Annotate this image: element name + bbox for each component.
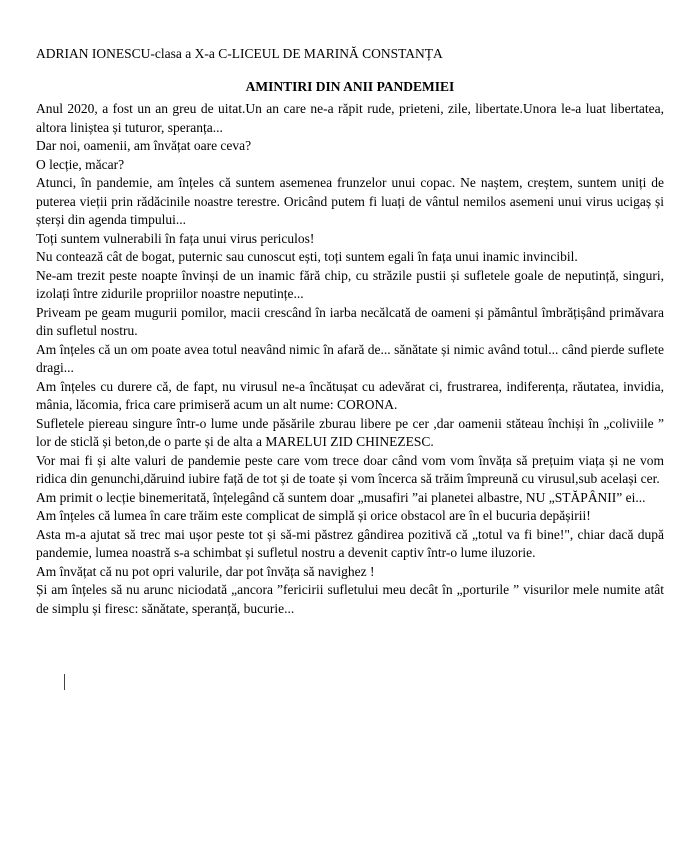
paragraph[interactable]: Priveam pe geam mugurii pomilor, macii crescând în iarba necălcată de oameni și pământul îmbrățișând primăvara din sufletul nostru.	[36, 304, 664, 338]
paragraph[interactable]: Nu contează cât de bogat, puternic sau cunoscut ești, toți suntem egali în fața unui inamic invincibil.	[36, 249, 578, 264]
paragraph[interactable]: Am înțeles că un om poate avea totul neavând nimic în afară de... sănătate și nimic având totul... când pierde suflete dragi...	[36, 341, 664, 375]
paragraph[interactable]: Am învățat că nu pot opri valurile, dar pot învăța să navighez !	[36, 563, 375, 579]
paragraph[interactable]: Anul 2020, a fost un an greu de uitat.Un an care ne-a răpit rude, prieteni, zile, libertate.Unora le-a luat libertatea, altora liniștea și tuturor, speranța...	[36, 101, 664, 135]
paragraph[interactable]: Vor mai fi și alte valuri de pandemie peste care vom trece doar când vom vom învăța să prețuim viața și ne vom ridica din genunchi,dăruind iubire față de tot și de toate și vom încerca să trăim împreună cu virusul,sub același cer.	[36, 452, 664, 486]
paragraph[interactable]: Toți suntem vulnerabili în fața unui virus periculos!	[36, 230, 315, 246]
paragraph[interactable]: Am înțeles că lumea în care trăim este complicat de simplă și orice obstacol are în el bucuria depășirii!	[36, 508, 591, 523]
paragraph[interactable]: Ne-am trezit peste noapte învinși de un inamic fără chip, cu străzile pustii și sufletele goale de neputință, singuri, izolați între zidurile propriilor noastre neputințe...	[36, 267, 664, 301]
document-title[interactable]: AMINTIRI DIN ANII PANDEMIEI	[245, 78, 455, 94]
paragraph[interactable]: O lecție, măcar?	[36, 156, 125, 172]
text-cursor	[64, 674, 65, 690]
paragraph[interactable]: Am primit o lecție binemeritată, înțelegând că suntem doar „musafiri ”ai planetei albastre, NU „STĂPÂNII” ei...	[36, 489, 646, 505]
author-line[interactable]: ADRIAN IONESCU-clasa a X-a C-LICEUL DE MARINĂ CONSTANȚA	[36, 46, 443, 61]
paragraph[interactable]: Dar noi, oamenii, am învățat oare ceva?	[36, 138, 252, 153]
paragraph[interactable]: Și am înțeles să nu arunc niciodată „ancora ”fericirii sufletului meu decât în „porturile ” visurilor mele numite atât de simplu și firesc: sănătate, speranță, bucurie...	[36, 582, 664, 616]
document-body[interactable]	[36, 100, 664, 618]
paragraph[interactable]: Atunci, în pandemie, am înțeles că suntem asemenea frunzelor unui copac. Ne naștem, creștem, suntem uniți de puterea vieții prin rădăcinile noastre terestre. Oricând putem fi luați de vântul nemilos asemeni unui virus ucigaș și șterși din agenda timpului...	[36, 175, 664, 227]
paragraph[interactable]: Sufletele piereau singure într-o lume unde păsările zburau libere pe cer ,dar oamenii stăteau închiși în „coliviile ” lor de sticlă și beton,de o parte și de alta a MARELUI ZID CHINEZESC.	[36, 415, 664, 449]
paragraph[interactable]: Asta m-a ajutat să trec mai ușor peste tot și să-mi păstrez gândirea pozitivă că „totul va fi bine!", chiar dacă după pandemie, lumea noastră s-a schimbat și sufletul nostru a devenit captiv într-o lume iluzorie.	[36, 526, 664, 560]
paragraph[interactable]: Am înțeles cu durere că, de fapt, nu virusul ne-a încătușat cu adevărat ci, frustrarea, indiferența, răutatea, invidia, mânia, lăcomia, frica care primiseră acum un alt nume: CORONA.	[36, 378, 664, 412]
